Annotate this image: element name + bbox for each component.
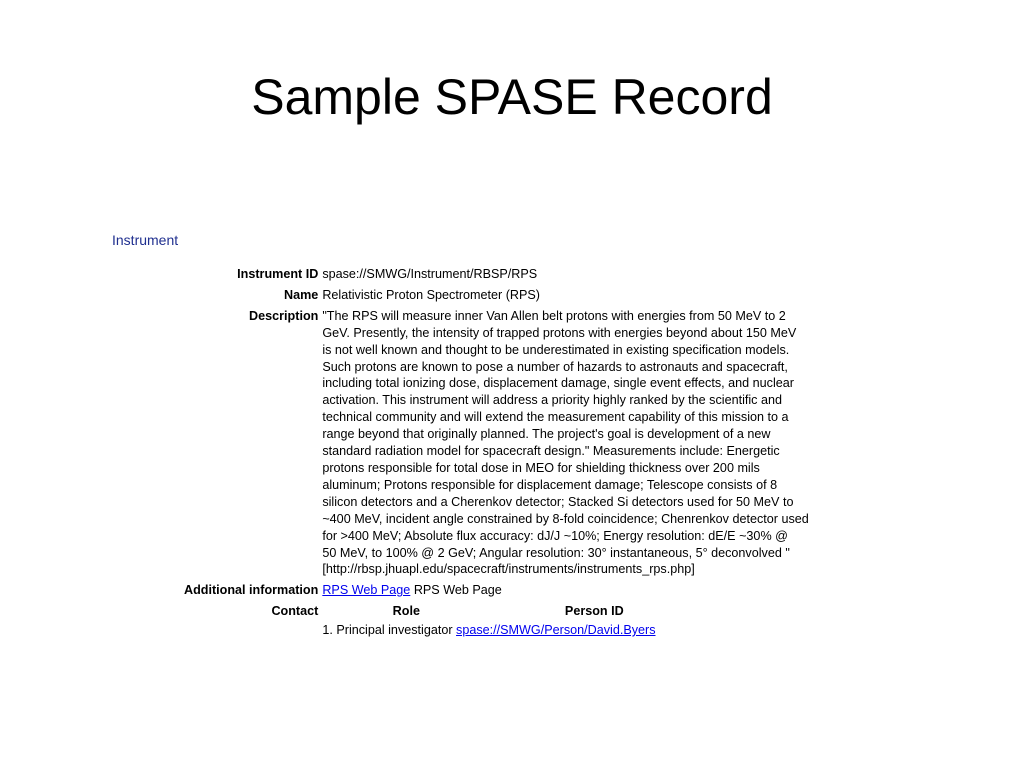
instrument-id-value: spase://SMWG/Instrument/RBSP/RPS bbox=[322, 267, 538, 281]
row-name bbox=[184, 285, 862, 306]
description-label: Description bbox=[249, 308, 319, 323]
row-additional-info bbox=[184, 580, 862, 601]
slide-title: Sample SPASE Record bbox=[251, 69, 773, 125]
instrument-id-label: Instrument ID bbox=[237, 267, 319, 281]
contact-header-role: Role bbox=[392, 604, 420, 619]
contact-table bbox=[322, 603, 698, 638]
additional-info-text: RPS Web Page bbox=[413, 583, 502, 598]
record-fields-table bbox=[184, 264, 862, 638]
contact-row bbox=[322, 620, 698, 638]
rps-web-page-link[interactable]: RPS Web Page bbox=[322, 583, 411, 598]
contact-header-row bbox=[322, 603, 698, 620]
contact-row-role: Principal investigator bbox=[336, 623, 453, 638]
contact-header-person-id: Person ID bbox=[564, 604, 624, 619]
row-instrument-id bbox=[184, 264, 862, 285]
contact-row-index: 1. bbox=[322, 623, 333, 638]
description-cell bbox=[322, 306, 862, 581]
additional-info-cell bbox=[322, 580, 862, 601]
name-value: Relativistic Proton Spectrometer (RPS) bbox=[322, 287, 540, 302]
row-description bbox=[184, 306, 862, 581]
row-contact bbox=[184, 601, 862, 638]
section-heading-instrument: Instrument bbox=[112, 232, 179, 248]
contact-row-cell bbox=[322, 620, 698, 638]
name-label: Name bbox=[284, 287, 319, 302]
contact-label: Contact bbox=[271, 604, 319, 619]
contact-person-id-link[interactable]: spase://SMWG/Person/David.Byers bbox=[456, 623, 656, 638]
description-value: "The RPS will measure inner Van Allen belt protons with energies from 50 MeV to 2 GeV. Presently, the intensity of trapped protons with energies beyond about 150 MeV is not well known and thought to be underestimated in existing specification models. Such protons are known to pose a number of hazards to astronauts and spacecraft, including total ionizing dose, displacement damage, single event effects, and nuclear activation. This instrument will address a priority highly ranked by the scientific and technical community and will extend the measurement capability of this mission to a range beyond that originally planned. The project's goal is development of a new standard radiation model for spacecraft design." Measurements include: Energetic protons responsible for total dose in MEO for shielding thickness over 200 mils aluminum; Protons responsible for displacement damage; Telescope consists of 8 silicon detectors and a Cherenkov detector; Stacked Si detectors used for 50 MeV to ~400 MeV, incident angle constrained by 8-fold coincidence; Chenrenkov detector used for >400 MeV; Absolute flux accuracy: dJ/J ~10%; Energy resolution: dE/E ~30% @ 50 MeV, to 100% @ 2 GeV; Angular resolution: 30° instantaneous, 5° deconvolved " [http://rbsp.jhuapl.edu/spacecraft/instruments/instruments_rps.php] bbox=[322, 308, 809, 577]
spase-record-screenshot bbox=[106, 226, 906, 638]
contact-cell bbox=[322, 601, 862, 638]
additional-info-label: Additional information bbox=[184, 583, 319, 598]
